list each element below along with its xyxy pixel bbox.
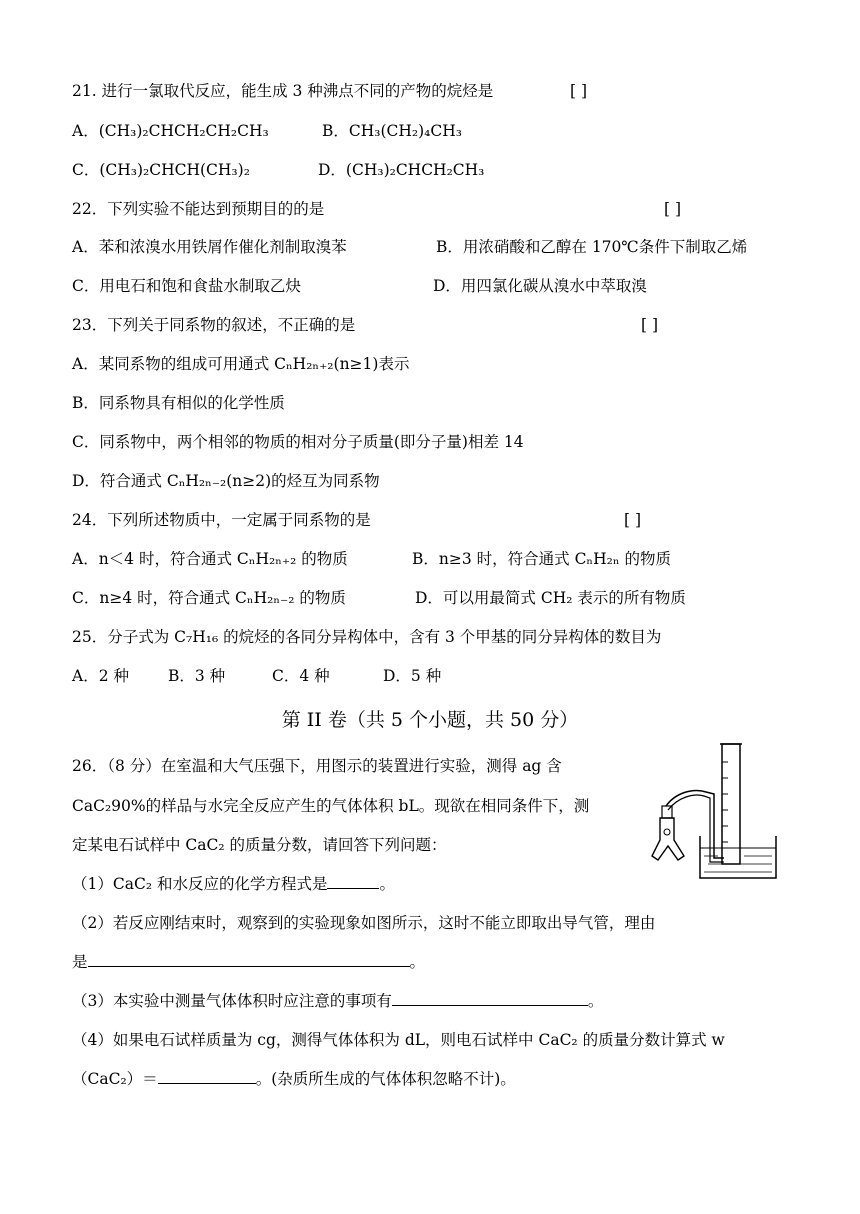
q21-stem: 21. 进行一氯取代反应，能生成 3 种沸点不同的产物的烷烃是 xyxy=(72,82,494,100)
q22-stem: 22．下列实验不能达到预期目的的是 xyxy=(72,200,325,218)
q26-part-4-line-1: （4）如果电石试样质量为 cg，测得气体体积为 dL，则电石试样中 CaC₂ 的质量分数计算式 w xyxy=(72,1031,725,1049)
q26-part-1-answer-blank[interactable] xyxy=(327,873,379,889)
q24-option-b: B．n≥3 时，符合通式 CₙH₂ₙ 的物质 xyxy=(412,550,672,568)
q23-stem: 23．下列关于同系物的叙述，不正确的是 xyxy=(72,316,356,334)
q25-option-d: D．5 种 xyxy=(383,667,442,685)
q23-option-c: C．同系物中，两个相邻的物质的相对分子质量(即分子量)相差 14 xyxy=(72,433,524,451)
q25-option-a: A．2 种 xyxy=(72,667,129,685)
q26-part-2-line-1: （2）若反应刚结束时，观察到的实验现象如图所示，这时不能立即取出导气管，理由 xyxy=(72,914,656,932)
q24-option-d: D．可以用最简式 CH₂ 表示的所有物质 xyxy=(415,589,686,607)
q26-part-2-answer-blank[interactable] xyxy=(88,951,410,967)
q26-intro-line-1: 26．（8 分）在室温和大气压强下，用图示的装置进行实验，测得 ag 含 xyxy=(72,757,562,775)
q26-part-3-end: 。 xyxy=(587,992,604,1010)
q26-part-4-answer-blank[interactable] xyxy=(158,1068,256,1084)
q23-option-b: B．同系物具有相似的化学性质 xyxy=(72,394,285,412)
q23-answer-bracket[interactable]: [ ] xyxy=(641,316,659,334)
q21-answer-bracket[interactable]: [ ] xyxy=(570,82,588,100)
q26-intro-line-2: CaC₂90%的样品与水完全反应产生的气体体积 bL。现欲在相同条件下，测 xyxy=(72,797,590,815)
q22-option-b: B．用浓硝酸和乙醇在 170℃条件下制取乙烯 xyxy=(436,238,748,256)
q26-part-3-answer-blank[interactable] xyxy=(392,990,588,1006)
q22-answer-bracket[interactable]: [ ] xyxy=(664,200,682,218)
q21-option-c: C．(CH₃)₂CHCH(CH₃)₂ xyxy=(72,161,250,179)
q26-part-3 xyxy=(72,990,603,1012)
q24-option-c: C．n≥4 时，符合通式 CₙH₂ₙ₋₂ 的物质 xyxy=(72,589,346,607)
q25-option-b: B．3 种 xyxy=(168,667,226,685)
q22-option-a: A．苯和浓溴水用铁屑作催化剂制取溴苯 xyxy=(72,238,347,256)
q21-option-b: B．CH₃(CH₂)₄CH₃ xyxy=(322,122,462,140)
q26-part-4-line-2 xyxy=(72,1068,516,1090)
q23-option-d: D．符合通式 CₙH₂ₙ₋₂(n≥2)的烃互为同系物 xyxy=(72,472,380,490)
q21-option-a: A．(CH₃)₂CHCH₂CH₂CH₃ xyxy=(72,122,269,140)
q26-part-1-text: （1）CaC₂ 和水反应的化学方程式是 xyxy=(72,875,328,893)
q22-option-d: D．用四氯化碳从溴水中萃取溴 xyxy=(433,277,647,295)
q25-stem: 25．分子式为 C₇H₁₆ 的烷烃的各同分异构体中，含有 3 个甲基的同分异构体的数目为 xyxy=(72,628,662,646)
q24-stem: 24．下列所述物质中，一定属于同系物的是 xyxy=(72,511,371,529)
q26-part-4-text: （CaC₂）＝ xyxy=(72,1070,158,1088)
q26-intro-line-3: 定某电石试样中 CaC₂ 的质量分数，请回答下列问题： xyxy=(72,836,447,854)
q24-option-a: A．n＜4 时，符合通式 CₙH₂ₙ₊₂ 的物质 xyxy=(72,550,348,568)
q24-answer-bracket[interactable]: [ ] xyxy=(624,511,642,529)
section-2-title: 第 II 卷（共 5 个小题，共 50 分） xyxy=(281,709,579,731)
q26-part-1-end: 。 xyxy=(379,875,395,893)
gas-collection-apparatus-figure xyxy=(648,740,780,888)
q26-part-2-text: 是 xyxy=(72,953,88,971)
q23-option-a: A．某同系物的组成可用通式 CₙH₂ₙ₊₂(n≥1)表示 xyxy=(72,355,410,373)
q22-option-c: C．用电石和饱和食盐水制取乙炔 xyxy=(72,277,301,295)
q25-option-c: C．4 种 xyxy=(272,667,330,685)
q21-option-d: D．(CH₃)₂CHCH₂CH₃ xyxy=(318,161,485,179)
q26-part-4-end: 。(杂质所生成的气体体积忽略不计)。 xyxy=(255,1070,516,1088)
q26-part-2-line-2 xyxy=(72,951,425,973)
q26-part-1 xyxy=(72,873,395,895)
q26-part-2-end: 。 xyxy=(409,953,426,971)
q26-part-3-text: （3）本实验中测量气体体积时应注意的事项有 xyxy=(72,992,392,1010)
